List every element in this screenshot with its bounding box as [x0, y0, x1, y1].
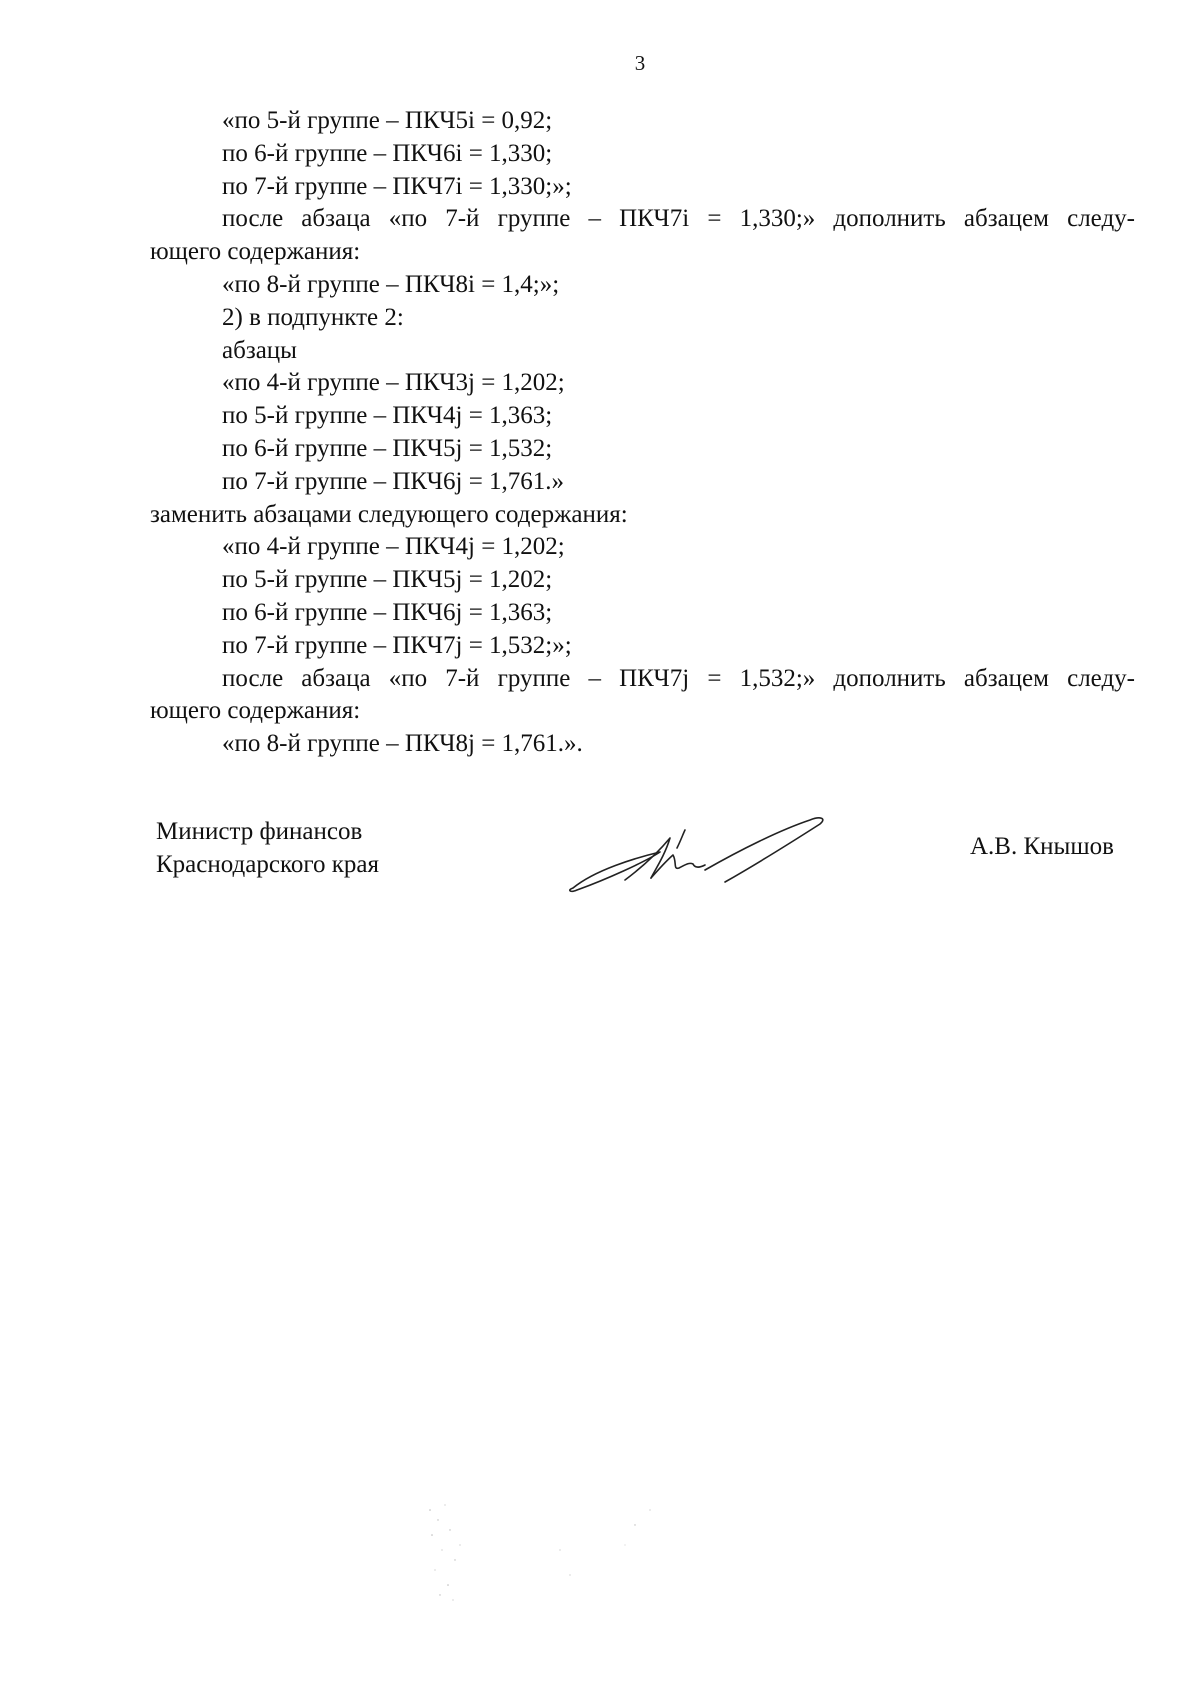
handwritten-signature	[565, 810, 835, 900]
body-line: абзацы	[222, 336, 297, 364]
signatory-position-line: Министр финансов	[156, 818, 363, 845]
body-line: по 7-й группе – ПКЧ7j = 1,532;»;	[222, 631, 572, 659]
scan-artifact	[420, 1490, 720, 1610]
body-line: после абзаца «по 7-й группе – ПКЧ7j = 1,532;» дополнить абзацем следу-	[222, 664, 1135, 692]
body-line: по 7-й группе – ПКЧ6j = 1,761.»	[222, 467, 565, 495]
document-body	[150, 105, 1135, 761]
body-line: 2) в подпункте 2:	[222, 303, 404, 331]
body-line: после абзаца «по 7-й группе – ПКЧ7i = 1,330;» дополнить абзацем следу-	[222, 205, 1135, 233]
body-line: по 5-й группе – ПКЧ5j = 1,202;	[222, 566, 553, 594]
body-line: заменить абзацами следующего содержания:	[150, 500, 628, 528]
page-number: 3	[634, 51, 646, 75]
body-line: по 6-й группе – ПКЧ5j = 1,532;	[222, 434, 553, 462]
body-line: ющего содержания:	[150, 238, 361, 266]
signatory-position-line: Краснодарского края	[156, 851, 379, 878]
body-line: «по 5-й группе – ПКЧ5i = 0,92;	[222, 107, 553, 134]
body-line: ющего содержания:	[150, 697, 361, 725]
body-line: «по 8-й группе – ПКЧ8j = 1,761.».	[222, 730, 583, 758]
body-line: по 6-й группе – ПКЧ6j = 1,363;	[222, 598, 553, 626]
body-line: «по 8-й группе – ПКЧ8i = 1,4;»;	[222, 270, 560, 298]
body-line: «по 4-й группе – ПКЧ4j = 1,202;	[222, 533, 565, 561]
signatory-name: А.В. Кнышов	[970, 833, 1114, 860]
body-line: «по 4-й группе – ПКЧ3j = 1,202;	[222, 369, 565, 397]
body-line: по 6-й группе – ПКЧ6i = 1,330;	[222, 139, 553, 167]
signatory-position	[156, 815, 379, 881]
body-line: по 7-й группе – ПКЧ7i = 1,330;»;	[222, 172, 572, 200]
body-line: по 5-й группе – ПКЧ4j = 1,363;	[222, 402, 553, 430]
